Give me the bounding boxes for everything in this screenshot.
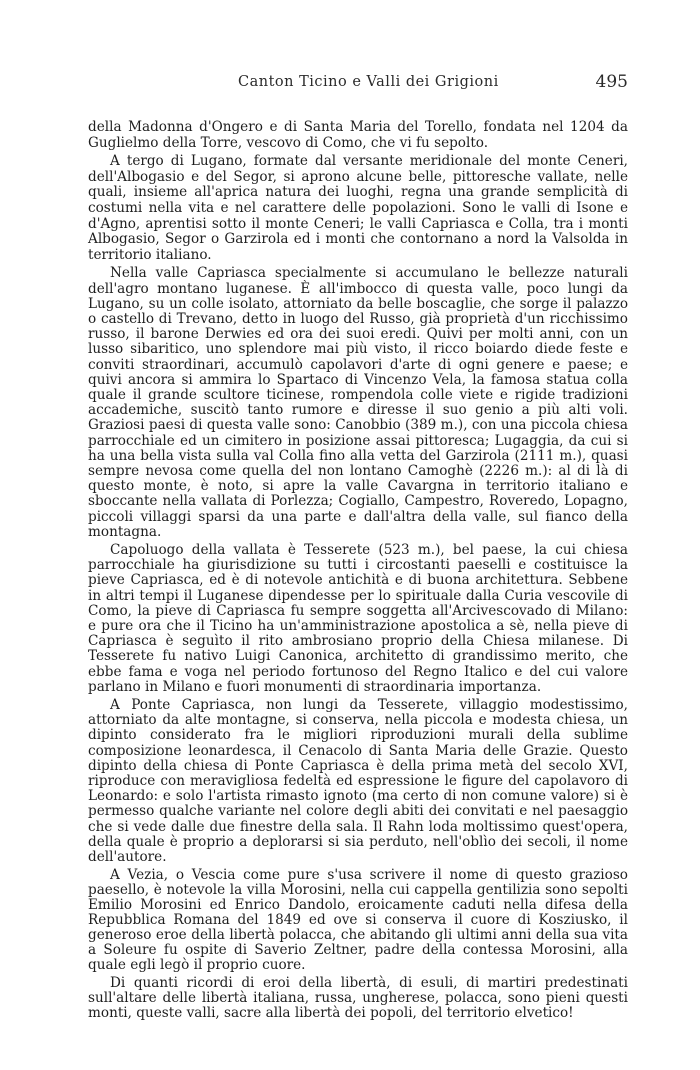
running-header — [88, 72, 628, 96]
paragraph-capriasca: Nella valle Capriasca specialmente si accumulano le bellezze naturali dell'agro montano luganese. È all'imbocco di questa valle, poco lungi da Lugano, su un colle isolato, attorniato da belle boscaglie, che sorge il palazzo o castello di Trevano, detto in luogo del Russo, già proprietà d'un ricchissimo russo, il barone Derwies ed ora dei suoi eredi. Quivi per molti anni, con un lusso sibaritico, uno splendore mai più visto, il ricco boiardo diede feste e conviti straordinari, accumulò capolavori d'arte di ogni genere e paese; e quivi ancora si ammira lo Spartaco di Vincenzo Vela, la famosa statua colla quale il grande scultore ticinese, rompendola colle viete e rigide tradizioni accademiche, suscitò tanto rumore e diresse il suo genio a più alti voli. Graziosi paesi di questa valle sono: Canobbio (389 m.), con una piccola chiesa parrocchiale ed un cimitero in posizione assai pittoresca; Lugaggia, da cui si ha una bella vista sulla val Colla fino alla vetta del Garzirola (2111 m.), quasi sempre nevosa come quella del non lontano Camoghè (2226 m.): al di là di questo monte, è noto, si apre la valle Cavargna in territorio italiano e sboccante nella vallata di Porlezza; Cogiallo, Campestro, Roveredo, Lopagno, piccoli villaggi sparsi da una parte e dall'altra della valle, sul fianco della montagna. — [88, 265, 628, 540]
paragraph-ponte-capriasca: A Ponte Capriasca, non lungi da Tesserete, villaggio modestissimo, attorniato da alte montagne, si conserva, nella piccola e modesta chiesa, un dipinto considerato fra le migliori riproduzioni murali della sublime composizione leonardesca, il Cenacolo di Santa Maria delle Grazie. Questo dipinto della chiesa di Ponte Capriasca è della prima metà del secolo XVI, riproduce con meravigliosa fedeltà ed espressione le figure del capolavoro di Leonardo: e solo l'artista rimasto ignoto (ma certo di non comune valore) si è permesso qualche variante nel colore degli abiti dei convitati e nel paesaggio che si vede dalle due finestre della sala. Il Rahn loda moltissimo quest'opera, della quale è proprio a deplorarsi si sia perduto, nell'oblìo dei secoli, il nome dell'autore. — [88, 697, 628, 866]
paragraph-liberty: Di quanti ricordi di eroi della libertà, di esuli, di martiri predestinati sull'altare delle libertà italiana, russa, ungherese, polacca, sono pieni questi monti, queste valli, sacre alla libertà dei popoli, del territorio elvetico! — [88, 975, 628, 1022]
running-title: Canton Ticino e Valli dei Grigioni — [238, 74, 499, 90]
body-text — [88, 120, 628, 1024]
paragraph-valleys: A tergo di Lugano, formate dal versante meridionale del monte Ceneri, dell'Albogasio e del Segor, si aprono alcune belle, pittoresche vallate, nelle quali, insieme all'aprica natura dei luoghi, regna una grande semplicità di costumi nella vita e nel carattere delle popolazioni. Sono le valli di Isone e d'Agno, aprentisi sotto il monte Ceneri; le valli Capriasca e Colla, tra i monti Albogasio, Segor o Garzirola ed i monti che contornano a nord la Valsolda in territorio italiano. — [88, 153, 628, 263]
paragraph-vezia: A Vezia, o Vescia come pure s'usa scrivere il nome di questo grazioso paesello, è notevole la villa Morosini, nella cui cappella gentilizia sono sepolti Emilio Morosini ed Enrico Dandolo, eroicamente caduti nella difesa della Repubblica Romana del 1849 ed ove si conserva il cuore di Kosziusko, il generoso eroe della libertà polacca, che abitando gli ultimi anni della sua vita a Soleure fu ospite di Saverio Zeltner, padre della contessa Morosini, alla quale egli legò il proprio cuore. — [88, 867, 628, 974]
paragraph-continuation: della Madonna d'Ongero e di Santa Maria del Torello, fondata nel 1204 da Guglielmo della Torre, vescovo di Como, che vi fu sepolto. — [88, 119, 628, 151]
page-number: 495 — [595, 72, 628, 92]
paragraph-tesserete: Capoluogo della vallata è Tesserete (523 m.), bel paese, la cui chiesa parrocchiale ha giurisdizione su tutti i circostanti paeselli e costituisce la pieve Capriasca, ed è di notevole antichità e di buona architettura. Sebbene in altri tempi il Luganese dipendesse per lo spirituale dalla Curia vescovile di Como, la pieve di Capriasca fu sempre soggetta all'Arcivescovado di Milano: e pure ora che il Ticino ha un'amministrazione apostolica a sè, nella pieve di Capriasca è seguìto il rito ambrosiano proprio della Chiesa milanese. Di Tesserete fu nativo Luigi Canonica, architetto di grandissimo merito, che ebbe fama e voga nel periodo fortunoso del Regno Italico e del cui valore parlano in Milano e fuori monumenti di straordinaria importanza. — [88, 542, 628, 695]
